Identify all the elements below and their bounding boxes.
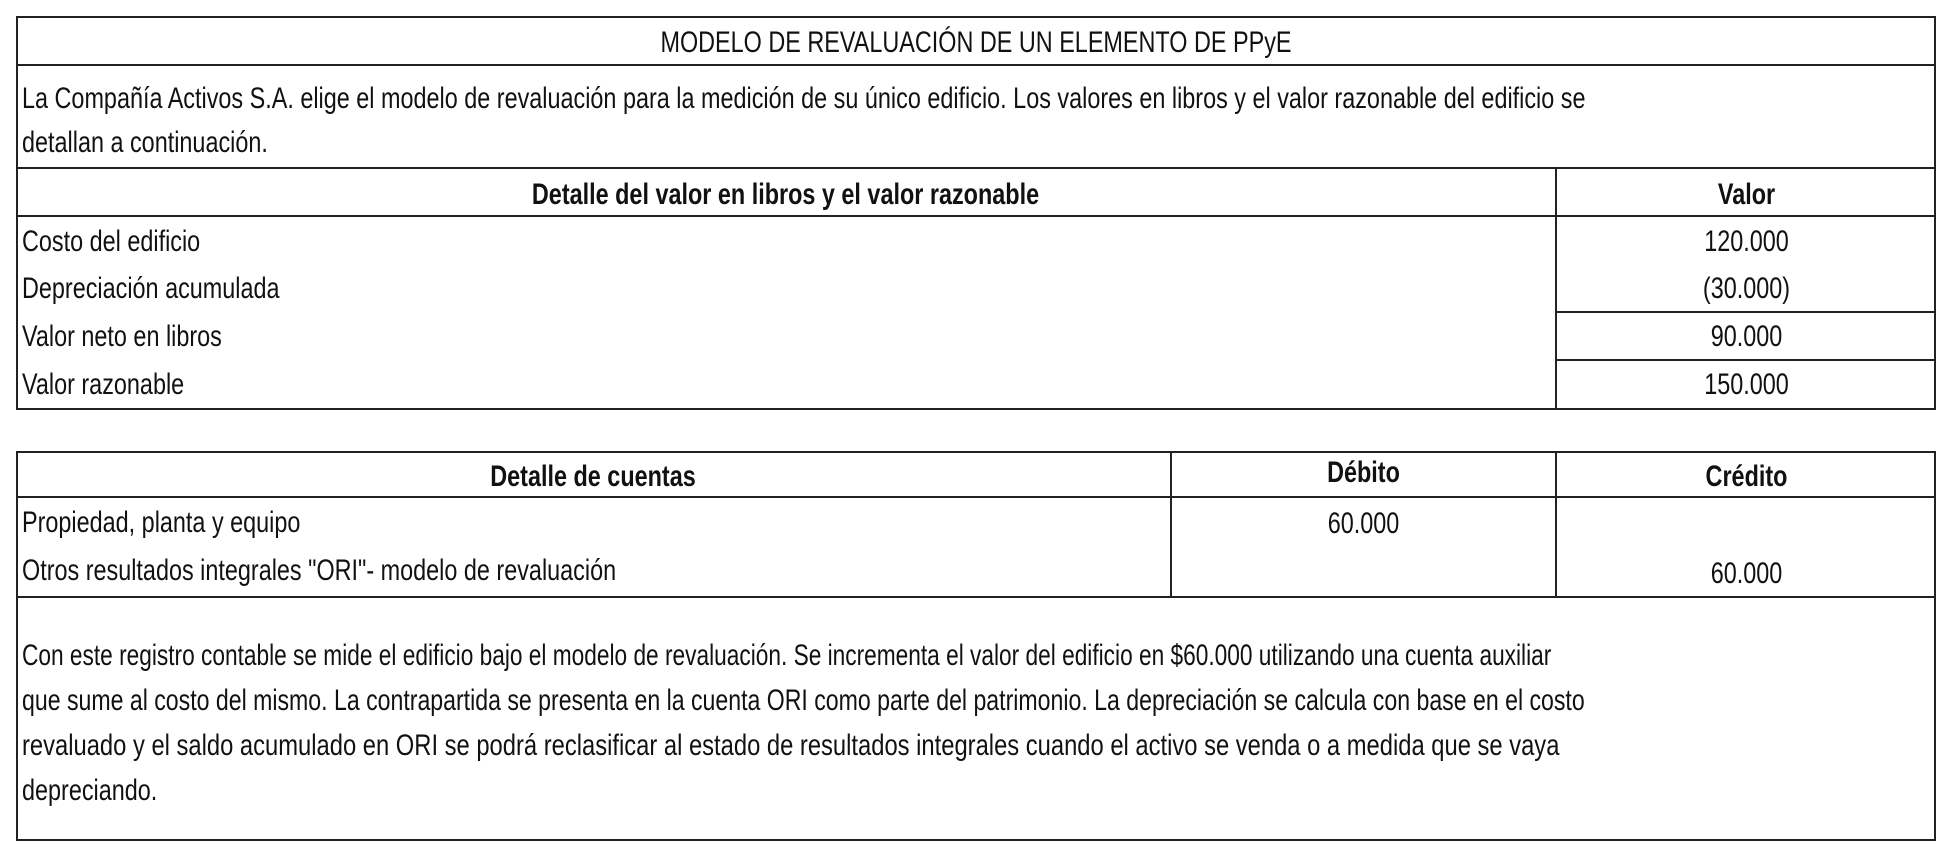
net-value-divider (1555, 311, 1936, 313)
table2-row-label-2: Otros resultados integrales "ORI"- modelo de revaluación (22, 554, 617, 587)
table1-row-label-1: Costo del edificio (22, 225, 201, 258)
table1-row-value-4: 150.000 (1704, 368, 1789, 401)
table2-body-divider (16, 596, 1936, 598)
intro-text-line-1: La Compañía Activos S.A. elige el modelo de revaluación para la medición de su único edificio. Los valores en libros y el valor razonable del edificio se (22, 82, 1586, 115)
title-divider (16, 64, 1936, 66)
intro-text-line-2: detallan a continuación. (22, 126, 268, 159)
page-title: MODELO DE REVALUACIÓN DE UN ELEMENTO DE PPyE (660, 26, 1292, 59)
value-column-divider (1555, 167, 1557, 410)
note-line-4: depreciando. (22, 774, 158, 807)
table1-header-divider (16, 215, 1936, 217)
note-line-2: que sume al costo del mismo. La contrapartida se presenta en la cuenta ORI como parte del patrimonio. La depreciación se calcula con base en el costo (22, 684, 1585, 717)
table1-row-value-2: (30.000) (1702, 272, 1791, 305)
intro-divider (16, 167, 1936, 169)
fair-value-divider (1555, 359, 1936, 361)
table1-row-label-2: Depreciación acumulada (22, 272, 280, 305)
table1-row-label-3: Valor neto en libros (22, 320, 222, 353)
table1-row-value-3: 90.000 (1710, 320, 1783, 353)
note-line-3: revaluado y el saldo acumulado en ORI se podrá reclasificar al estado de resultados integrales cuando el activo se venda o a medida que se vaya (22, 729, 1560, 762)
credit-column-divider (1555, 451, 1557, 597)
table2-row-debit-1: 60.000 (1327, 507, 1400, 540)
note-line-1: Con este registro contable se mide el edificio bajo el modelo de revaluación. Se incrementa el valor del edificio en $60.000 utilizando una cuenta auxiliar (22, 639, 1552, 672)
table2-row-credit-2: 60.000 (1710, 557, 1783, 590)
table1-header-value: Valor (1717, 178, 1776, 211)
table2-row-label-1: Propiedad, planta y equipo (22, 506, 301, 539)
table1-row-value-1: 120.000 (1704, 225, 1789, 258)
table2-header-credit: Crédito (1705, 460, 1788, 493)
table2-header-debit: Débito (1327, 456, 1400, 489)
table1-header-detail: Detalle del valor en libros y el valor razonable (531, 178, 1040, 211)
table2-header-detail: Detalle de cuentas (490, 460, 696, 493)
table1-row-label-4: Valor razonable (22, 368, 185, 401)
table2-header-divider (16, 496, 1936, 498)
debit-column-divider (1170, 451, 1172, 597)
